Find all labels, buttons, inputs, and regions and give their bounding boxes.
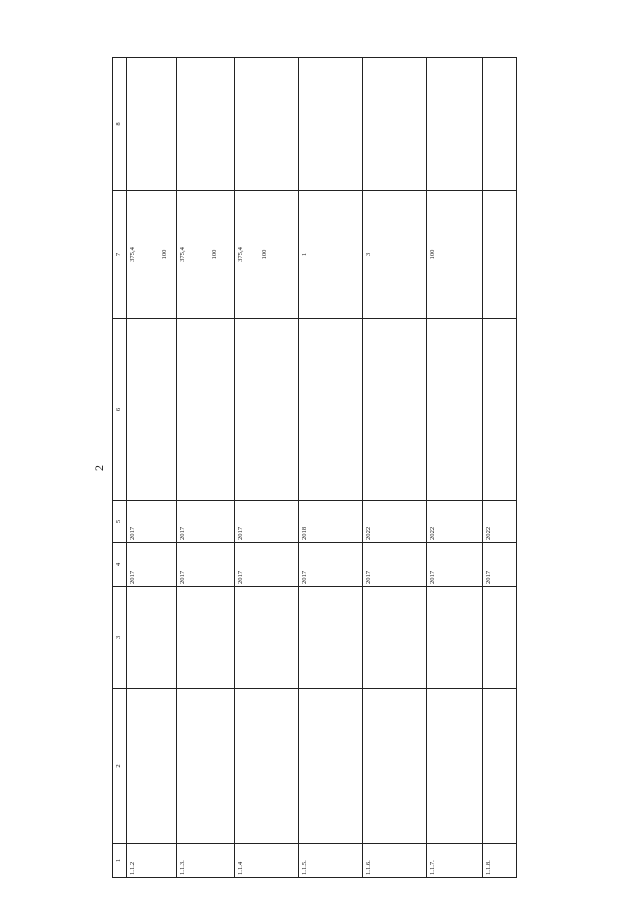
column-number-row bbox=[113, 58, 127, 878]
cell-indicator bbox=[299, 319, 363, 501]
cell-indicator bbox=[127, 319, 177, 501]
column-number: 8 bbox=[113, 58, 127, 191]
column-number: 4 bbox=[113, 543, 127, 587]
cell-indicator bbox=[235, 319, 299, 501]
cell-number: 1.1.4 bbox=[235, 844, 299, 878]
cell-indicator bbox=[483, 319, 517, 501]
cell-indicator bbox=[363, 319, 427, 501]
cell-value: 375,4 100 bbox=[177, 191, 235, 319]
cell-start-year: 2017 bbox=[363, 543, 427, 587]
column-number: 7 bbox=[113, 191, 127, 319]
cell-number: 1.1.5. bbox=[299, 844, 363, 878]
cell-start-year: 2017 bbox=[299, 543, 363, 587]
cell-end-year: 2022 bbox=[483, 501, 517, 543]
cell-executor bbox=[235, 587, 299, 689]
cell-reference bbox=[177, 58, 235, 191]
cell-action bbox=[299, 689, 363, 844]
cell-start-year: 2017 bbox=[427, 543, 483, 587]
cell-value: 375,4 100 bbox=[127, 191, 177, 319]
cell-value bbox=[483, 191, 517, 319]
cell-reference bbox=[363, 58, 427, 191]
table-row bbox=[363, 58, 427, 878]
rotated-content bbox=[92, 58, 512, 878]
cell-end-year: 2017 bbox=[235, 501, 299, 543]
cell-action bbox=[235, 689, 299, 844]
column-number: 6 bbox=[113, 319, 127, 501]
cell-indicator bbox=[177, 319, 235, 501]
cell-end-year: 2022 bbox=[427, 501, 483, 543]
table-row bbox=[127, 58, 177, 878]
table-row bbox=[177, 58, 235, 878]
cell-end-year: 2017 bbox=[127, 501, 177, 543]
cell-action bbox=[483, 689, 517, 844]
column-number: 2 bbox=[113, 689, 127, 844]
table-row bbox=[235, 58, 299, 878]
cell-number: 1.1.8. bbox=[483, 844, 517, 878]
cell-executor bbox=[427, 587, 483, 689]
column-number: 1 bbox=[113, 844, 127, 878]
cell-reference bbox=[299, 58, 363, 191]
cell-action bbox=[177, 689, 235, 844]
page-number: 2 bbox=[92, 465, 106, 471]
table-row bbox=[427, 58, 483, 878]
cell-number: 1.1.2 bbox=[127, 844, 177, 878]
cell-reference bbox=[127, 58, 177, 191]
cell-action bbox=[363, 689, 427, 844]
cell-executor bbox=[127, 587, 177, 689]
table-row bbox=[299, 58, 363, 878]
cell-reference bbox=[483, 58, 517, 191]
column-number: 5 bbox=[113, 501, 127, 543]
cell-reference bbox=[235, 58, 299, 191]
cell-executor bbox=[299, 587, 363, 689]
cell-action bbox=[427, 689, 483, 844]
cell-executor bbox=[363, 587, 427, 689]
cell-end-year: 2022 bbox=[363, 501, 427, 543]
cell-end-year: 2017 bbox=[177, 501, 235, 543]
cell-end-year: 2018 bbox=[299, 501, 363, 543]
cell-executor bbox=[483, 587, 517, 689]
cell-action bbox=[127, 689, 177, 844]
cell-start-year: 2017 bbox=[127, 543, 177, 587]
cell-value: 100 bbox=[427, 191, 483, 319]
cell-start-year: 2017 bbox=[177, 543, 235, 587]
cell-number: 1.1.6. bbox=[363, 844, 427, 878]
table-row bbox=[483, 58, 517, 878]
cell-value: 1 bbox=[299, 191, 363, 319]
measures-table bbox=[112, 57, 517, 878]
cell-number: 1.1.3. bbox=[177, 844, 235, 878]
cell-indicator bbox=[427, 319, 483, 501]
cell-start-year: 2017 bbox=[235, 543, 299, 587]
cell-value: 3 bbox=[363, 191, 427, 319]
cell-start-year: 2017 bbox=[483, 543, 517, 587]
cell-executor bbox=[177, 587, 235, 689]
cell-number: 1.1.7. bbox=[427, 844, 483, 878]
cell-value: 375,4 100 bbox=[235, 191, 299, 319]
column-number: 3 bbox=[113, 587, 127, 689]
cell-reference bbox=[427, 58, 483, 191]
